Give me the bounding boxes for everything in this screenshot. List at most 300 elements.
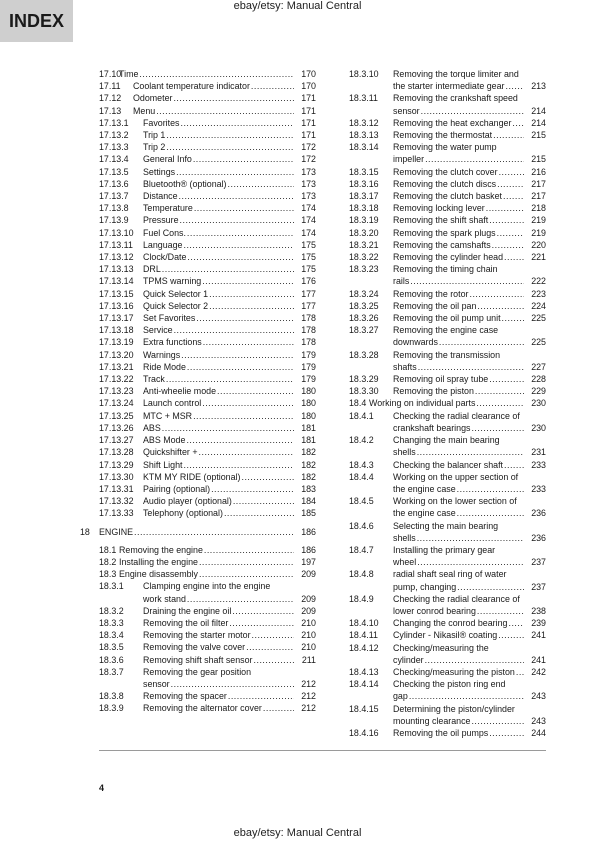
toc-entry[interactable]	[99, 263, 316, 275]
entry-number: 17.13.1	[99, 117, 129, 128]
entry-page-number: 172	[301, 154, 316, 165]
entry-page-number: 221	[531, 252, 546, 263]
dot-leader	[457, 507, 524, 519]
toc-entry[interactable]	[349, 166, 546, 178]
toc-entry[interactable]	[99, 385, 316, 397]
entry-title: Removing the thermostat	[393, 130, 493, 141]
toc-entry[interactable]	[99, 556, 316, 568]
toc-entry[interactable]	[349, 312, 546, 324]
toc-entry[interactable]	[99, 410, 316, 422]
entry-title-line	[143, 483, 294, 495]
toc-entry[interactable]	[99, 68, 316, 80]
entry-title-line	[393, 617, 524, 629]
toc-entry[interactable]	[99, 605, 316, 617]
dot-leader	[504, 251, 524, 263]
toc-entry[interactable]	[349, 288, 546, 300]
entry-title: Quickshifter +	[143, 447, 198, 458]
entry-title: sensor	[143, 678, 170, 689]
entry-title: MTC + MSR	[143, 410, 193, 421]
entry-title-line	[143, 654, 294, 666]
toc-entry[interactable]	[99, 141, 316, 153]
entry-title: Selecting the main bearing	[393, 520, 499, 531]
dot-leader	[410, 275, 524, 287]
entry-title-line	[143, 214, 294, 226]
entry-title: Trip 2	[143, 142, 166, 153]
toc-entry[interactable]	[99, 129, 316, 141]
entry-page-number: 179	[301, 361, 316, 372]
entry-page-number: 172	[301, 142, 316, 153]
entry-page-number: 209	[301, 569, 316, 580]
entry-page-number: 218	[531, 203, 546, 214]
entry-page-number: 171	[301, 130, 316, 141]
entry-page-number: 210	[301, 642, 316, 653]
entry-number: 17.13.26	[99, 422, 134, 433]
entry-title: Removing the gear position	[143, 666, 252, 677]
entry-title: Telephony (optional)	[143, 508, 223, 519]
toc-entry[interactable]	[349, 495, 546, 519]
toc-entry[interactable]	[99, 397, 316, 409]
entry-title: Clamping engine into the engine	[143, 581, 271, 592]
entry-title: Set Favorites	[143, 313, 196, 324]
toc-entry[interactable]	[99, 288, 316, 300]
entry-title-line	[393, 715, 524, 727]
entry-title: rails	[393, 276, 410, 287]
toc-entry[interactable]	[99, 495, 316, 507]
dot-leader	[176, 166, 294, 178]
entry-title-line	[393, 202, 524, 214]
toc-entry[interactable]	[99, 190, 316, 202]
entry-number: 18.3	[99, 569, 117, 580]
toc-entry[interactable]	[349, 410, 546, 434]
dot-leader	[181, 349, 294, 361]
entry-number: 18.3.9	[99, 703, 124, 714]
entry-page-number: 217	[531, 191, 546, 202]
entry-number: 18.4.15	[349, 703, 379, 714]
entry-title-line	[393, 105, 524, 117]
entry-page-number: 227	[531, 361, 546, 372]
entry-title: Removing the oil pan	[393, 300, 477, 311]
entry-title-line	[393, 349, 524, 361]
toc-entry[interactable]	[99, 690, 316, 702]
toc-entry[interactable]	[99, 483, 316, 495]
entry-title-line	[393, 642, 524, 654]
entry-title-line	[143, 263, 294, 275]
entry-page-number: 177	[301, 300, 316, 311]
toc-entry[interactable]	[349, 214, 546, 226]
entry-number: 18.4.5	[349, 496, 374, 507]
entry-title: Extra functions	[143, 337, 202, 348]
entry-number: 18.4.14	[349, 679, 379, 690]
entry-title: Removing the clutch discs	[393, 178, 497, 189]
entry-title-line	[143, 434, 294, 446]
dot-leader	[233, 495, 294, 507]
entry-page-number: 222	[531, 276, 546, 287]
entry-title: Distance	[143, 191, 178, 202]
entry-title: Removing the oil filter	[143, 617, 229, 628]
toc-entry[interactable]	[349, 568, 546, 592]
entry-number: 18.3.24	[349, 288, 379, 299]
entry-title-line	[393, 654, 524, 666]
entry-title-line	[393, 507, 524, 519]
entry-page-number: 215	[531, 154, 546, 165]
entry-page-number: 210	[301, 630, 316, 641]
toc-entry[interactable]	[349, 141, 546, 165]
entry-title-line	[143, 629, 294, 641]
entry-title-line	[393, 556, 524, 568]
entry-page-number: 177	[301, 288, 316, 299]
entry-title-line	[393, 129, 524, 141]
entry-title: Checking/measuring the	[393, 642, 489, 653]
entry-title-line	[393, 544, 524, 556]
entry-title: Launch control	[143, 398, 202, 409]
entry-title: Removing the camshafts	[393, 239, 491, 250]
entry-page-number: 178	[301, 313, 316, 324]
dot-leader	[476, 397, 524, 409]
toc-entry[interactable]	[99, 349, 316, 361]
entry-page-number: 186	[301, 526, 316, 537]
toc-entry[interactable]	[349, 227, 546, 239]
entry-title-line	[119, 544, 294, 556]
entry-number: 18.3.16	[349, 178, 379, 189]
entry-title-line	[393, 385, 524, 397]
toc-entry[interactable]	[349, 617, 546, 629]
dot-leader	[457, 581, 524, 593]
entry-title-line	[143, 239, 294, 251]
entry-title-line	[393, 190, 524, 202]
entry-number: 17.13.6	[99, 178, 129, 189]
toc-entry[interactable]	[99, 92, 316, 104]
toc-entry[interactable]	[99, 471, 316, 483]
entry-page-number: 236	[531, 508, 546, 519]
entry-page-number: 242	[531, 666, 546, 677]
toc-entry[interactable]	[99, 227, 316, 239]
toc-entry[interactable]	[99, 324, 316, 336]
toc-entry[interactable]	[349, 324, 546, 348]
toc-entry[interactable]	[99, 422, 316, 434]
entry-title-line	[143, 349, 294, 361]
toc-entry[interactable]	[99, 166, 316, 178]
entry-page-number: 183	[301, 483, 316, 494]
entry-number: 18.3.6	[99, 654, 124, 665]
entry-number: 18.3.17	[349, 191, 379, 202]
entry-title-line	[393, 178, 524, 190]
entry-number: 18.4.16	[349, 727, 379, 738]
dot-leader	[504, 459, 524, 471]
toc-entry[interactable]	[99, 641, 316, 653]
toc-entry[interactable]	[99, 617, 316, 629]
entry-number: 17.13.16	[99, 300, 134, 311]
entry-title-line	[393, 300, 524, 312]
entry-title-line	[393, 68, 524, 80]
toc-entry[interactable]	[349, 727, 546, 739]
toc-entry[interactable]	[349, 263, 546, 287]
entry-title: work stand	[143, 593, 186, 604]
entry-title: Changing the main bearing	[393, 435, 500, 446]
toc-entry[interactable]	[349, 129, 546, 141]
entry-title: Working on individual parts	[369, 398, 476, 409]
entry-number: 17.12	[99, 93, 122, 104]
entry-page-number: 213	[531, 81, 546, 92]
toc-entry[interactable]	[99, 336, 316, 348]
dot-leader	[425, 153, 524, 165]
entry-title: ENGINE	[99, 526, 134, 537]
entry-number: 17.13.33	[99, 508, 134, 519]
entry-number: 18.3.23	[349, 264, 379, 275]
entry-title-line	[393, 532, 524, 544]
toc-entry[interactable]	[349, 190, 546, 202]
toc-entry[interactable]	[99, 446, 316, 458]
entry-number: 18.3.13	[349, 130, 379, 141]
entry-title-line	[143, 361, 294, 373]
toc-entry[interactable]	[99, 629, 316, 641]
toc-entry[interactable]	[349, 239, 546, 251]
entry-number: 17.13.32	[99, 496, 134, 507]
entry-number: 17.13.8	[99, 203, 129, 214]
entry-title-line	[143, 507, 294, 519]
entry-page-number: 182	[301, 447, 316, 458]
entry-page-number: 179	[301, 349, 316, 360]
entry-title: downwards	[393, 337, 438, 348]
entry-number: 18.3.5	[99, 642, 124, 653]
entry-page-number: 180	[301, 398, 316, 409]
toc-entry[interactable]	[349, 349, 546, 373]
entry-number: 18.3.25	[349, 300, 379, 311]
entry-title: Removing the cylinder head	[393, 252, 504, 263]
toc-entry[interactable]	[349, 251, 546, 263]
dot-leader	[187, 227, 294, 239]
entry-number: 17.13.4	[99, 154, 129, 165]
toc-entry[interactable]	[349, 92, 546, 116]
entry-title-line	[393, 629, 524, 641]
toc-entry[interactable]	[99, 702, 316, 714]
entry-title: the engine case	[393, 483, 456, 494]
entry-title-line	[143, 288, 294, 300]
entry-title: pump, changing	[393, 581, 457, 592]
entry-title-line	[393, 568, 524, 580]
entry-title: Checking the radial clearance of	[393, 410, 520, 421]
entry-number: 17.13.21	[99, 361, 134, 372]
entry-title-line	[393, 666, 524, 678]
entry-title: Removing the timing chain	[393, 264, 498, 275]
entry-title-line	[143, 251, 294, 263]
dot-leader	[475, 385, 524, 397]
index-tab-label: INDEX	[8, 10, 64, 31]
dot-leader	[498, 629, 524, 641]
toc-entry[interactable]	[99, 178, 316, 190]
toc-entry[interactable]	[99, 251, 316, 263]
entry-title: Removing the clutch basket	[393, 191, 503, 202]
entry-title-line	[393, 117, 524, 129]
entry-title: Changing the conrod bearing	[393, 618, 508, 629]
entry-title: Removing the valve cover	[143, 642, 246, 653]
toc-entry[interactable]	[99, 580, 316, 604]
entry-number: 18.4.13	[349, 666, 379, 677]
toc-entry[interactable]	[349, 544, 546, 568]
toc-entry[interactable]	[349, 68, 546, 92]
dot-leader	[162, 422, 294, 434]
dot-leader	[156, 105, 294, 117]
toc-entry[interactable]	[99, 80, 316, 92]
entry-number: 18.3.2	[99, 605, 124, 616]
entry-title: the starter intermediate gear	[393, 81, 505, 92]
entry-title-line	[119, 68, 294, 80]
toc-entry[interactable]	[349, 117, 546, 129]
entry-title-line	[393, 605, 524, 617]
entry-title: radial shaft seal ring of water	[393, 569, 507, 580]
toc-entry[interactable]	[349, 593, 546, 617]
entry-number: 17.13.24	[99, 398, 134, 409]
toc-entry[interactable]	[349, 459, 546, 471]
entry-number: 18.4.12	[349, 642, 379, 653]
entry-title: Ride Mode	[143, 361, 186, 372]
dot-leader	[497, 178, 524, 190]
entry-number: 17.13.20	[99, 349, 134, 360]
entry-number: 17.13.23	[99, 386, 134, 397]
toc-entry[interactable]	[349, 629, 546, 641]
toc-entry[interactable]	[99, 361, 316, 373]
entry-page-number: 228	[531, 374, 546, 385]
toc-entry[interactable]	[349, 300, 546, 312]
toc-entry[interactable]	[99, 666, 316, 690]
entry-number: 17.13.12	[99, 252, 134, 263]
entry-number: 17.13.14	[99, 276, 134, 287]
toc-entry[interactable]	[80, 526, 316, 538]
entry-number: 17.13.25	[99, 410, 134, 421]
entry-number: 18.3.18	[349, 203, 379, 214]
entry-title-line	[143, 702, 294, 714]
toc-entry[interactable]	[99, 568, 316, 580]
entry-title-line	[143, 678, 294, 690]
toc-entry[interactable]	[349, 678, 546, 702]
toc-entry[interactable]	[99, 434, 316, 446]
toc-entry[interactable]	[349, 520, 546, 544]
entry-title-line	[393, 361, 524, 373]
entry-title-line	[143, 459, 294, 471]
entry-page-number: 180	[301, 410, 316, 421]
entry-page-number: 237	[531, 557, 546, 568]
dot-leader	[232, 605, 294, 617]
entry-number: 18.3.10	[349, 69, 379, 79]
entry-title-line	[393, 92, 524, 104]
entry-number: 18.3.29	[349, 374, 379, 385]
toc-entry[interactable]	[99, 300, 316, 312]
entry-number: 18	[80, 526, 90, 537]
entry-title-line	[393, 727, 524, 739]
dot-leader	[263, 702, 294, 714]
entry-page-number: 186	[301, 544, 316, 555]
entry-title: crankshaft bearings	[393, 422, 471, 433]
toc-entry[interactable]	[349, 642, 546, 666]
toc-entry[interactable]	[99, 105, 316, 117]
dot-leader	[417, 556, 524, 568]
entry-title: Favorites	[143, 117, 180, 128]
footer-divider	[99, 750, 546, 751]
toc-entry[interactable]	[99, 459, 316, 471]
entry-number: 17.10	[99, 69, 122, 79]
entry-page-number: 197	[301, 556, 316, 567]
dot-leader	[499, 166, 524, 178]
toc-entry[interactable]	[99, 214, 316, 226]
entry-page-number: 214	[531, 105, 546, 116]
dot-leader	[162, 263, 294, 275]
entry-number: 18.4.6	[349, 520, 374, 531]
entry-page-number: 225	[531, 313, 546, 324]
entry-number: 18.3.12	[349, 117, 379, 128]
toc-entry[interactable]	[99, 117, 316, 129]
dot-leader	[229, 617, 294, 629]
dot-leader	[418, 361, 524, 373]
toc-entry[interactable]	[99, 153, 316, 165]
entry-number: 17.13.30	[99, 471, 134, 482]
entry-title: Removing the crankshaft speed	[393, 93, 518, 104]
entry-page-number: 209	[301, 605, 316, 616]
toc-entry[interactable]	[349, 703, 546, 727]
entry-title: lower conrod bearing	[393, 605, 476, 616]
entry-page-number: 171	[301, 93, 316, 104]
entry-title-line	[119, 568, 294, 580]
entry-title-line	[119, 556, 294, 568]
entry-title-line	[143, 666, 294, 678]
entry-title: Pairing (optional)	[143, 483, 211, 494]
entry-title-line	[143, 336, 294, 348]
toc-entry[interactable]	[349, 397, 546, 409]
entry-number: 18.4.11	[349, 630, 378, 641]
toc-entry[interactable]	[99, 654, 316, 666]
entry-number: 18.3.7	[99, 666, 124, 677]
toc-entry[interactable]	[349, 471, 546, 495]
entry-title: shells	[393, 447, 416, 458]
entry-number: 18.3.15	[349, 166, 379, 177]
entry-title-line	[393, 312, 524, 324]
entry-title: Odometer	[133, 93, 173, 104]
entry-title: Determining the piston/cylinder	[393, 703, 515, 714]
entry-title-line	[143, 397, 294, 409]
toc-entry[interactable]	[99, 507, 316, 519]
toc-entry[interactable]	[99, 373, 316, 385]
dot-leader	[209, 300, 294, 312]
toc-entry[interactable]	[349, 385, 546, 397]
toc-entry[interactable]	[99, 275, 316, 287]
entry-number: 18.3.1	[99, 581, 124, 592]
entry-page-number: 178	[301, 325, 316, 336]
dot-leader	[184, 239, 295, 251]
entry-number: 18.1	[99, 544, 117, 555]
entry-title-line	[393, 459, 524, 471]
entry-title-line	[143, 324, 294, 336]
entry-title: Removing the oil pump unit	[393, 313, 501, 324]
toc-entry[interactable]	[349, 373, 546, 385]
toc-entry[interactable]	[349, 178, 546, 190]
entry-title: Cylinder - Nikasil® coating	[393, 630, 498, 641]
entry-title: Warnings	[143, 349, 181, 360]
entry-title: Checking/measuring the piston	[393, 666, 515, 677]
dot-leader	[183, 459, 294, 471]
toc-entry[interactable]	[349, 202, 546, 214]
entry-page-number: 184	[301, 496, 316, 507]
toc-entry[interactable]	[349, 666, 546, 678]
toc-entry[interactable]	[99, 202, 316, 214]
entry-title-line	[143, 190, 294, 202]
dot-leader	[179, 190, 294, 202]
entry-title-line	[133, 92, 294, 104]
entry-title: Removing the alternator cover	[143, 703, 262, 714]
toc-entry[interactable]	[99, 544, 316, 556]
toc-entry[interactable]	[349, 434, 546, 458]
toc-entry[interactable]	[99, 312, 316, 324]
toc-entry[interactable]	[99, 239, 316, 251]
entry-number: 17.13.13	[99, 264, 134, 275]
entry-title: Settings	[143, 166, 176, 177]
